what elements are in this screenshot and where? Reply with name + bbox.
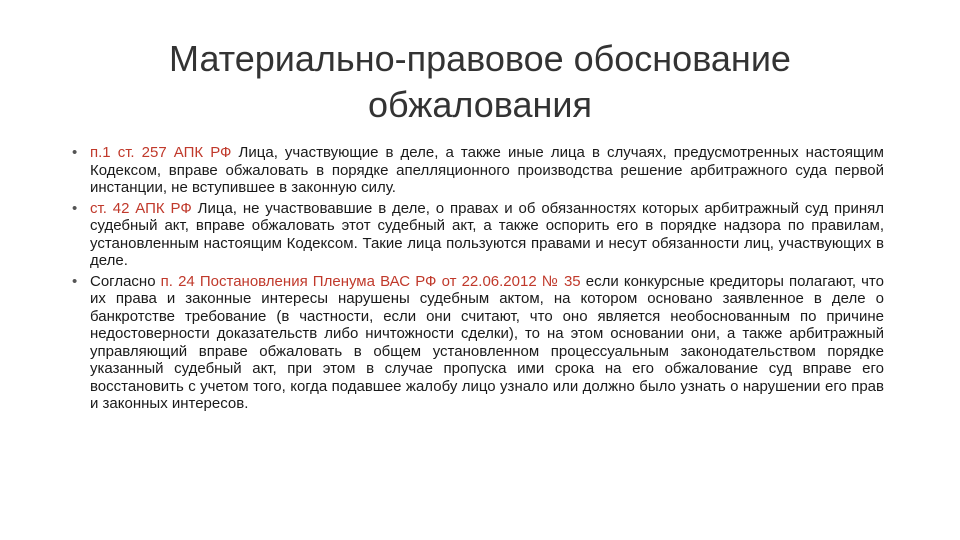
- legal-reference: ст. 42 АПК РФ: [90, 199, 192, 217]
- legal-reference: п. 24 Постановления Пленума ВАС РФ от 22.06.2012 № 35: [160, 272, 581, 290]
- slide-title: [90, 36, 870, 128]
- bullet-text: Лица, участвующие в деле, а также иные лица в случаях, предусмотренных настоящим Кодексом, вправе обжаловать в порядке апелляционного производства решение арбитражного суда первой инстанции, не вступившее в законную силу.: [90, 144, 884, 196]
- bullet-item-1: [72, 144, 884, 197]
- bullet-marker: •: [72, 199, 78, 217]
- bullet-text: Лица, не участвовавшие в деле, о правах и об обязанностях которых арбитражный суд принял судебный акт, вправе обжаловать этот судебный акт, а также оспорить его в порядке надзора по правилам, установленным настоящим Кодексом. Такие лица пользуются правами и несут обязанности лиц, участвующих в деле.: [90, 199, 884, 269]
- legal-reference: п.1 ст. 257 АПК РФ: [90, 144, 232, 161]
- bullet-marker: •: [72, 144, 78, 161]
- bullet-text-before: Согласно: [90, 272, 161, 290]
- slide-title-line-1: Материально-правовое обоснование: [169, 38, 791, 79]
- bullet-item-3: [72, 273, 884, 413]
- bullet-list: [72, 144, 884, 416]
- bullet-item-2: [72, 200, 884, 270]
- bullet-text: если конкурсные кредиторы полагают, что их права и законные интересы нарушены судебным актом, на котором основано заявленное в деле о банкротстве требование (в частности, если они считают, что оно является необоснованным по причине недостоверности доказательств либо ничтожности сделки), то на этом основании они, а также арбитражный управляющий вправе обжаловать в общем установленном процессуальным законодательством порядке указанный судебный акт, при этом в случае пропуска ими срока на его обжалование суд вправе его восстановить с учетом того, когда подавшее жалобу лицо узнало или должно было узнать о нарушении его прав и законных интересов.: [90, 272, 884, 412]
- bullet-marker: •: [72, 272, 78, 290]
- slide-title-line-2: обжалования: [368, 84, 592, 125]
